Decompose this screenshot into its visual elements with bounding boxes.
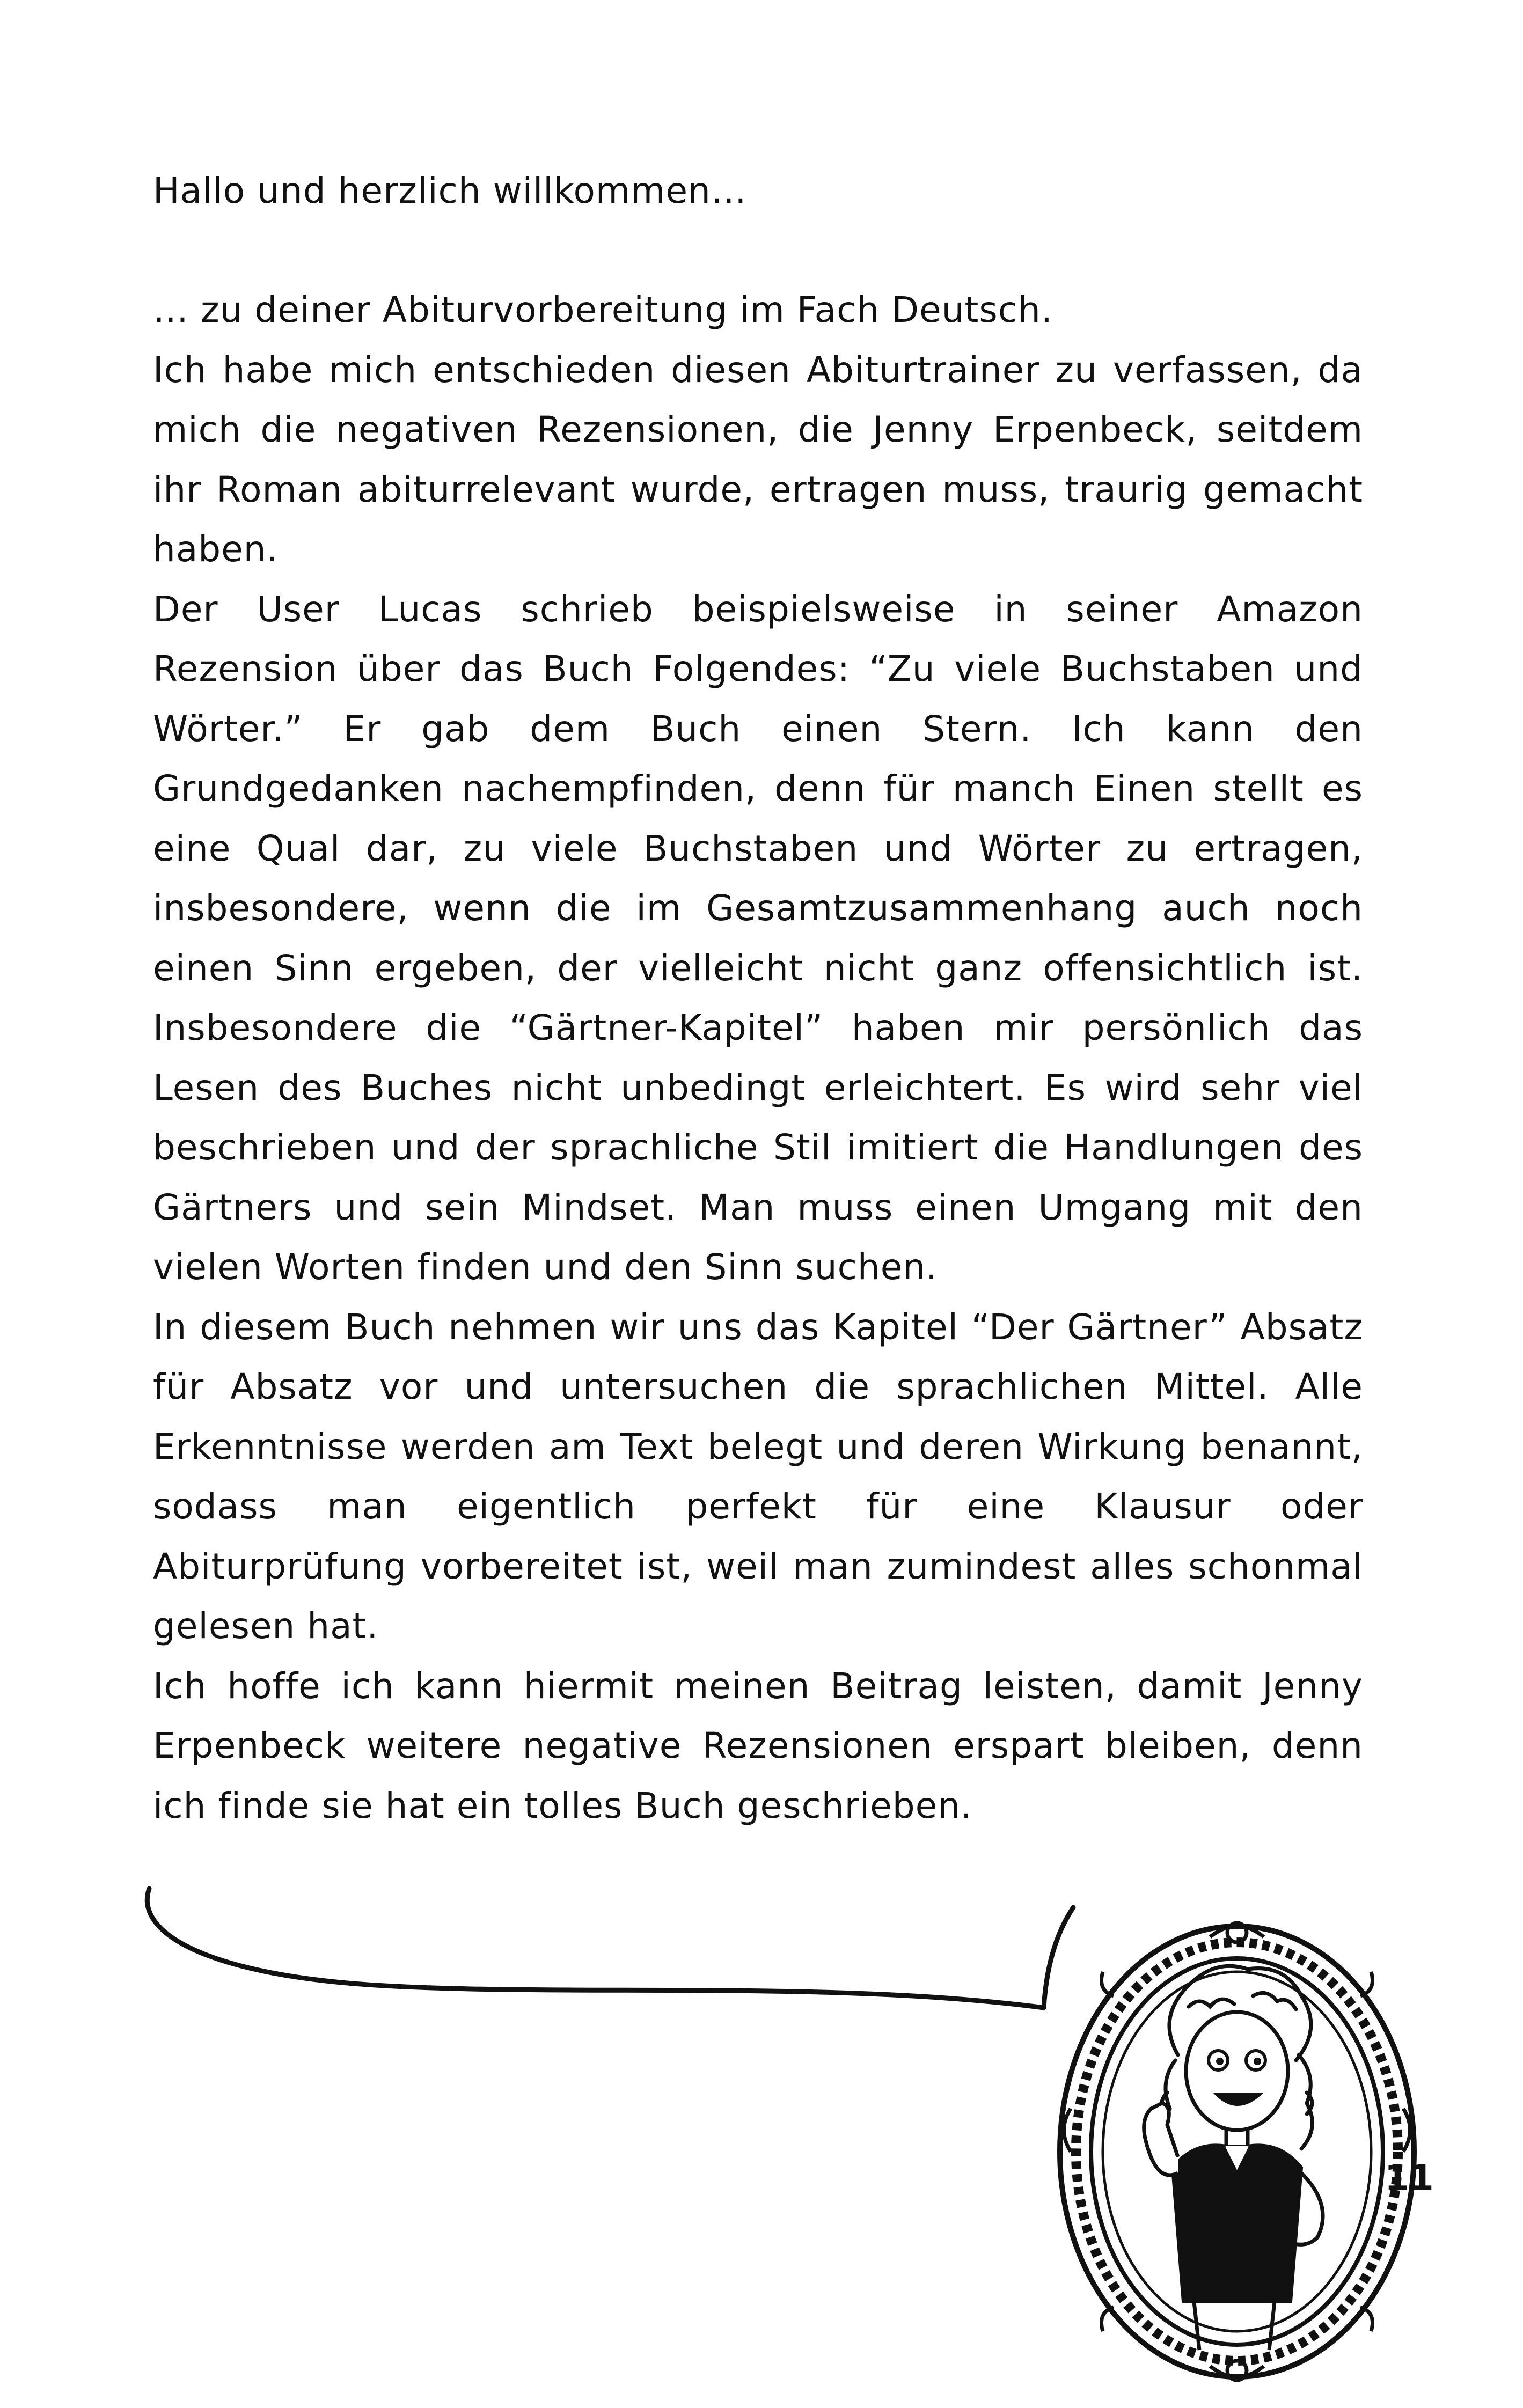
greeting-heading: Hallo und herzlich willkommen… (153, 170, 747, 211)
paragraph-closing: Ich hoffe ich kann hiermit meinen Beitrag leisten, damit Jenny Erpenbeck weitere negative Rezensionen erspart bleiben, denn ich finde sie hat ein tolles Buch geschrieben. (153, 1665, 1363, 1826)
author-portrait-icon (1049, 1915, 1425, 2388)
paragraph-review: Der User Lucas schrieb beispielsweise in seiner Amazon Rezension über das Buch Folgendes: “Zu viele Buchstaben und Wörter.” Er gab dem Buch einen Stern. Ich kann den Grundgedanken nachempfinden, denn für manch Einen stellt es eine Qual dar, zu viele Buchstaben und Wörter zu ertragen, insbesondere, wenn die im Gesamtzusammenhang auch noch einen Sinn ergeben, der vielleicht nicht ganz offensichtlich ist. Insbesondere die “Gärtner-Kapitel” haben mir persönlich das Lesen des Buches nicht unbedingt erleichtert. Es wird sehr viel beschrieben und der sprachliche Stil imitiert die Handlungen des Gärtners und sein Mindset. Man muss einen Umgang mit den vielen Worten finden und den Sinn suchen. (153, 588, 1363, 1288)
paragraph-motivation: Ich habe mich entschieden diesen Abiturtrainer zu verfassen, da mich die negativen Rezensionen, die Jenny Erpenbeck, seitdem ihr Roman abiturrelevant wurde, ertragen muss, traurig gemacht haben. (153, 349, 1363, 570)
paragraph-method: In diesem Buch nehmen wir uns das Kapitel “Der Gärtner” Absatz für Absatz vor und untersuchen die sprachlichen Mittel. Alle Erkenntnisse werden am Text belegt und deren Wirkung benannt, sodass man eigentlich perfekt für eine Klausur oder Abiturprüfung vorbereitet ist, weil man zumindest alles schonmal gelesen hat. (153, 1306, 1363, 1647)
body-text (153, 280, 1363, 1836)
paragraph-intro: … zu deiner Abiturvorbereitung im Fach Deutsch. (153, 289, 1053, 331)
page-number: 11 (1385, 2157, 1434, 2199)
